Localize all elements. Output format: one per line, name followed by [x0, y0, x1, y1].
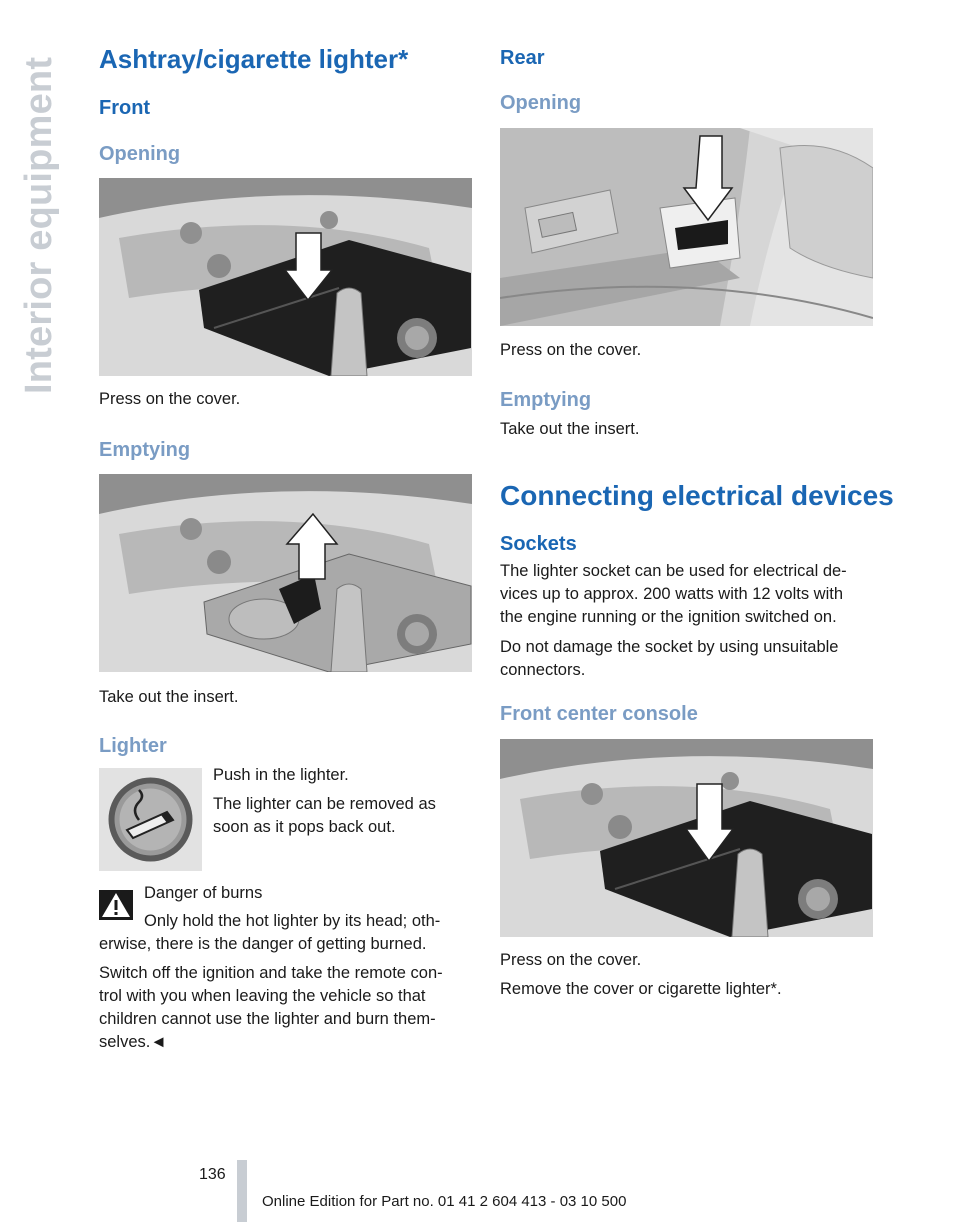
sockets-heading: Sockets: [500, 533, 577, 555]
page-title: Ashtray/cigarette lighter*: [99, 44, 409, 74]
lighter-text-removed-2: soon as it pops back out.: [213, 818, 396, 836]
sockets-line-3: the engine running or the ignition switched on.: [500, 608, 837, 626]
side-chapter-title-text: Interior equipment: [18, 56, 60, 394]
rear-opening-heading: Opening: [500, 92, 582, 114]
front-heading: Front: [99, 97, 151, 119]
danger-line-2: erwise, there is the danger of getting burned.: [99, 935, 427, 953]
cigarette-lighter-icon: [99, 768, 202, 871]
console-text-2: Remove the cover or cigarette lighter*.: [500, 980, 782, 998]
front-emptying-text: Take out the insert.: [99, 688, 239, 706]
front-opening-text: Press on the cover.: [99, 390, 241, 408]
danger-para-3: children cannot use the lighter and burn them-: [99, 1010, 436, 1028]
danger-para-4: selves.◄: [99, 1033, 167, 1051]
console-illustration: [500, 739, 873, 937]
rear-opening-illustration: [500, 128, 873, 326]
lighter-heading: Lighter: [99, 735, 167, 757]
edition-text: Online Edition for Part no. 01 41 2 604 413 - 03 10 500: [262, 1193, 627, 1210]
danger-para-2: trol with you when leaving the vehicle so that: [99, 987, 426, 1005]
front-emptying-illustration: [99, 474, 472, 672]
footer-divider: [237, 1160, 247, 1222]
side-chapter-title: [18, 44, 70, 394]
rear-emptying-text: Take out the insert.: [500, 420, 640, 438]
danger-title: Danger of burns: [144, 884, 263, 902]
sockets-line-1: The lighter socket can be used for electrical de-: [500, 562, 847, 580]
sockets-line-2: vices up to approx. 200 watts with 12 volts with: [500, 585, 844, 603]
front-opening-illustration: [99, 178, 472, 376]
lighter-text-push: Push in the lighter.: [213, 766, 349, 784]
page-number: 136: [199, 1166, 226, 1183]
section-title: Connecting electrical devices: [500, 480, 894, 511]
danger-line-1: Only hold the hot lighter by its head; oth-: [144, 912, 441, 930]
damage-line-1: Do not damage the socket by using unsuitable: [500, 638, 839, 656]
console-heading: Front center console: [500, 703, 698, 725]
rear-heading: Rear: [500, 47, 545, 69]
front-emptying-heading: Emptying: [99, 439, 191, 461]
console-text-1: Press on the cover.: [500, 951, 642, 969]
warning-icon: [99, 890, 133, 920]
danger-para-1: Switch off the ignition and take the remote con-: [99, 964, 443, 982]
rear-opening-text: Press on the cover.: [500, 341, 642, 359]
lighter-text-removed-1: The lighter can be removed as: [213, 795, 436, 813]
damage-line-2: connectors.: [500, 661, 586, 679]
rear-emptying-heading: Emptying: [500, 389, 592, 411]
front-opening-heading: Opening: [99, 143, 181, 165]
